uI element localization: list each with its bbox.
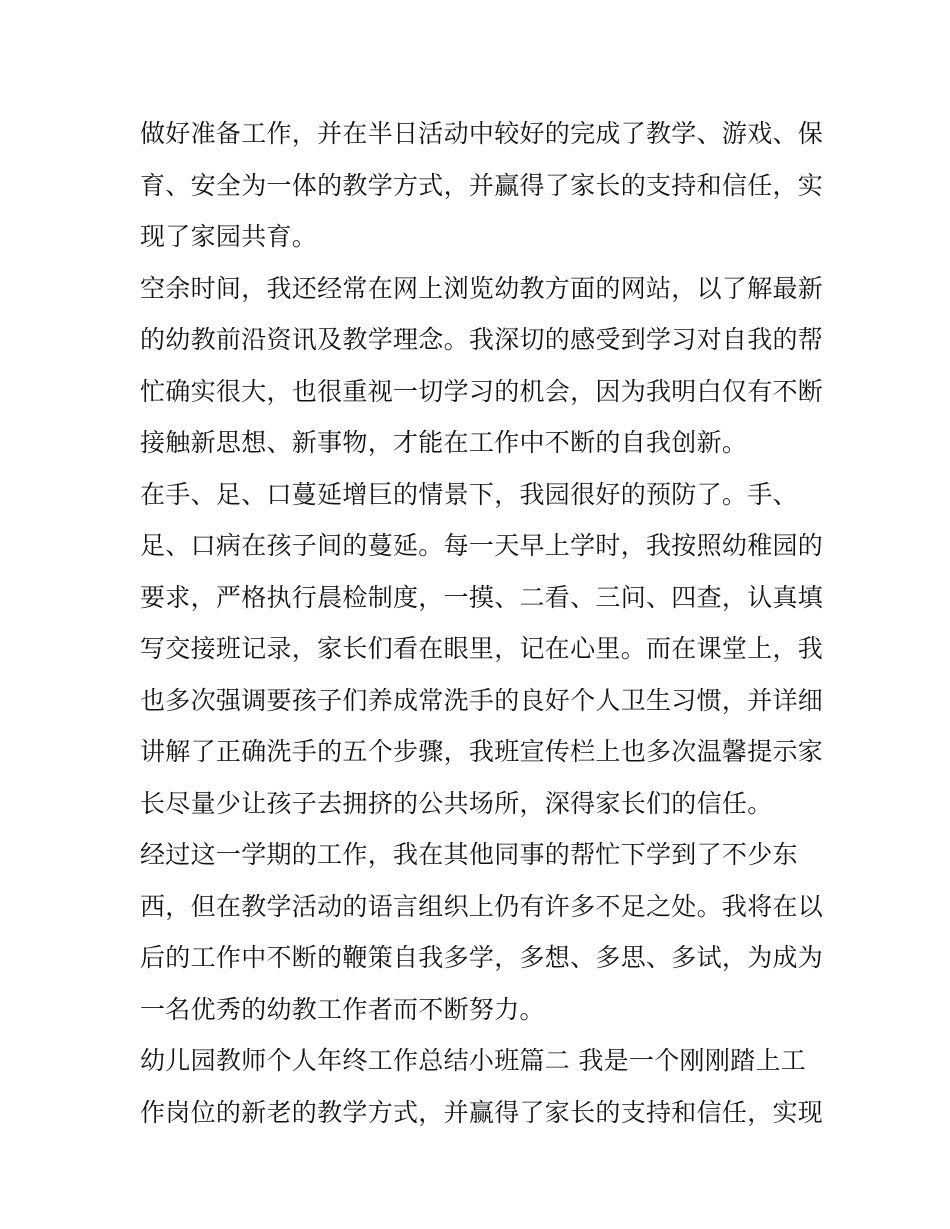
text-line: 做好准备工作，并在半日活动中较好的完成了教学、游戏、保 — [140, 119, 824, 148]
text-line: 长尽量少让孩子去拥挤的公共场所，深得家长们的信任。 — [140, 788, 773, 818]
text-line: 后的工作中不断的鞭策自我多学，多想、多思、多试，为成为 — [140, 943, 824, 972]
text-line: 足、口病在孩子间的蔓延。每一天早上学时，我按照幼稚园的 — [140, 531, 824, 560]
text-line: 在手、足、口蔓延增巨的情景下，我园很好的预防了。手、 — [140, 479, 798, 509]
text-line: 空余时间，我还经常在网上浏览幼教方面的网站，以了解最新 — [140, 273, 824, 303]
text-line: 育、安全为一体的教学方式，并赢得了家长的支持和信任，实 — [140, 170, 824, 200]
document-body — [140, 108, 824, 1138]
text-line: 要求，严格执行晨检制度，一摸、二看、三问、四查，认真填 — [140, 582, 824, 612]
text-line: 的幼教前沿资讯及教学理念。我深切的感受到学习对自我的帮 — [140, 325, 824, 354]
text-line: 写交接班记录，家长们看在眼里，记在心里。而在课堂上，我 — [140, 634, 824, 663]
text-line: 忙确实很大，也很重视一切学习的机会，因为我明白仅有不断 — [140, 376, 824, 406]
text-line: 接触新思想、新事物，才能在工作中不断的自我创新。 — [140, 428, 748, 457]
text-line: 经过这一学期的工作，我在其他同事的帮忙下学到了不少东 — [140, 840, 798, 869]
text-line: 也多次强调要孩子们养成常洗手的良好个人卫生习惯，并详细 — [140, 685, 824, 715]
text-line: 一名优秀的幼教工作者而不断努力。 — [140, 994, 545, 1024]
text-line: 讲解了正确洗手的五个步骤，我班宣传栏上也多次温馨提示家 — [140, 737, 824, 766]
text-line: 现了家园共育。 — [140, 222, 318, 251]
text-line: 西，但在教学活动的语言组织上仍有许多不足之处。我将在以 — [140, 891, 824, 921]
text-line: 作岗位的新老的教学方式，并赢得了家长的支持和信任，实现 — [140, 1097, 824, 1127]
text-line: 幼儿园教师个人年终工作总结小班篇二 我是一个刚刚踏上工 — [140, 1046, 807, 1075]
